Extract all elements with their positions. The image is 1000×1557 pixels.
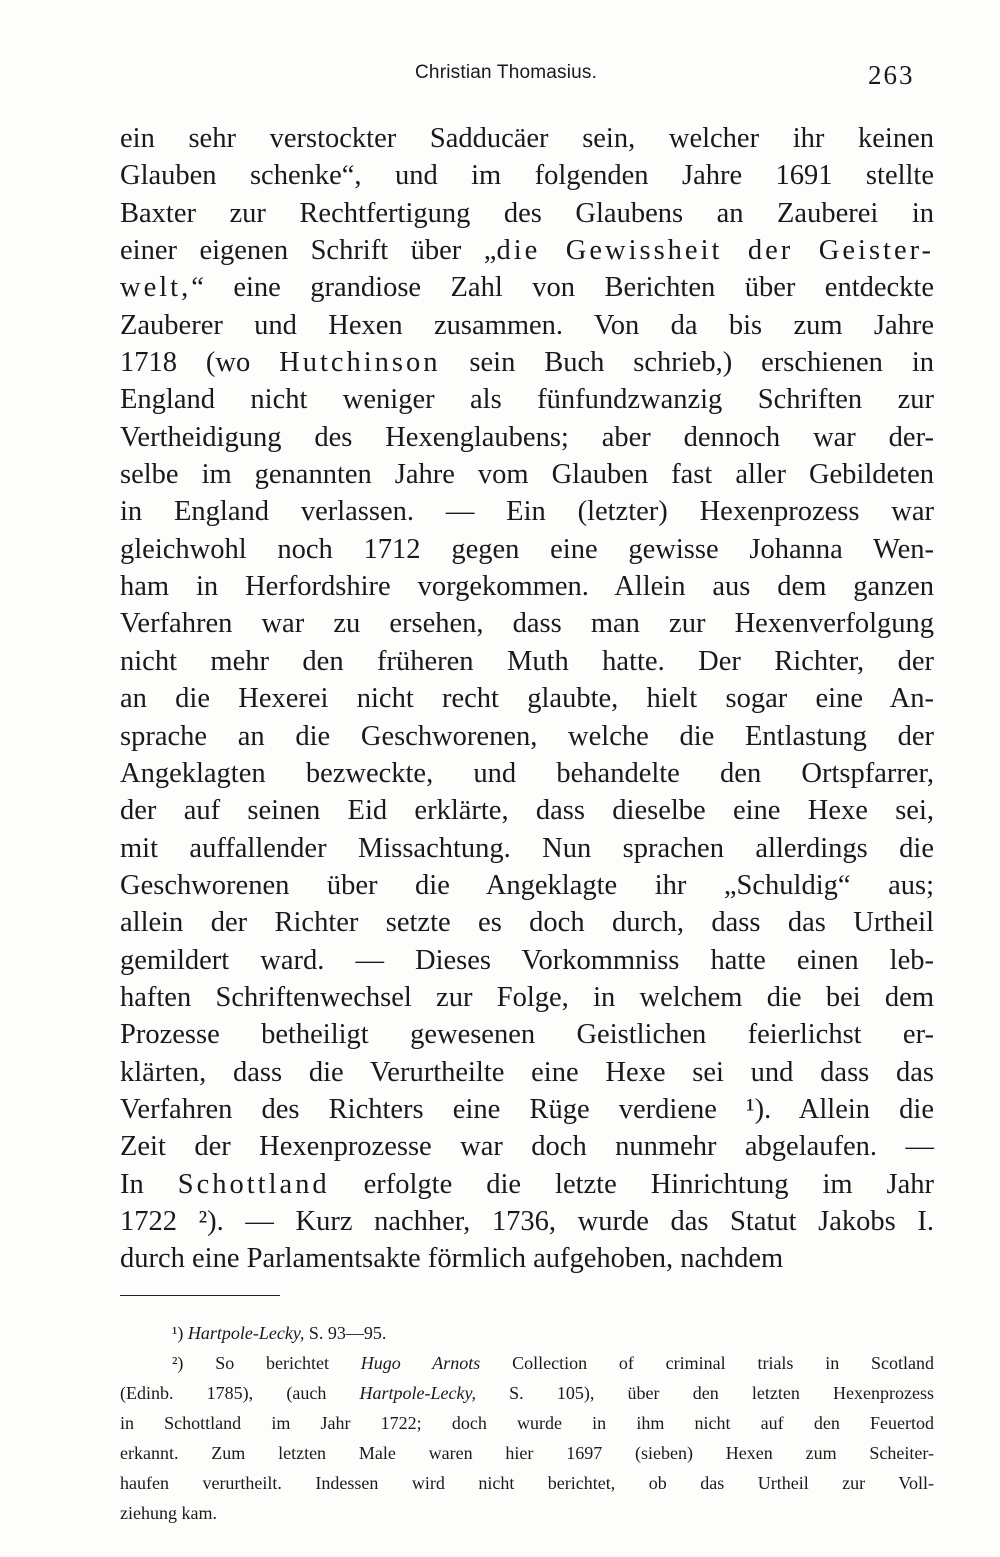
page-header	[0, 60, 1000, 90]
footnote-2-line: erkannt. Zum letzten Male waren hier 1697 (sieben) Hexen zum Scheiter-	[120, 1443, 934, 1463]
spaced-emphasis: welt,	[120, 272, 192, 304]
text-line: Angeklagten bezweckte, und behandelte den Ortspfarrer,	[120, 757, 934, 789]
footnote-text: Collection of criminal trials in Scotland	[512, 1353, 935, 1373]
text-line: ham in Herfordshire vorgekommen. Allein aus dem ganzen	[120, 571, 934, 603]
footnote-1	[120, 1318, 934, 1348]
text-line: allein der Richter setzte es doch durch, dass das Urtheil	[120, 907, 934, 939]
text-line: 1722 ²). — Kurz nachher, 1736, wurde das Statut Jakobs I.	[120, 1205, 934, 1237]
text-line: sprache an die Geschworenen, welche die Entlastung der	[120, 720, 934, 752]
text-line: Prozesse betheiligt gewesenen Geistlichen feierlichst er-	[120, 1019, 934, 1051]
footnote-marker: ²)	[172, 1353, 184, 1373]
footnotes	[120, 1318, 934, 1528]
spaced-emphasis: Schottland	[177, 1168, 330, 1200]
text-line: England nicht weniger als fünfundzwanzig Schriften zur	[120, 384, 934, 416]
footnote-text: S. 105), über den letzten Hexenprozess	[509, 1383, 934, 1403]
footnote-2-line	[120, 1378, 934, 1408]
footnote-2-line: in Schottland im Jahr 1722; doch wurde in ihm nicht auf den Feuertod	[120, 1413, 934, 1433]
footnote-2-line: ziehung kam.	[120, 1503, 217, 1523]
footnote-marker: ¹)	[172, 1323, 184, 1343]
text-line: 1718 (wo Hutchinson sein Buch schrieb,) erschienen in	[120, 347, 934, 379]
text-line: welt,“ eine grandiose Zahl von Berichten über entdeckte	[120, 272, 934, 304]
footnote-2-line: haufen verurtheilt. Indessen wird nicht berichtet, ob das Urtheil zur Voll-	[120, 1473, 934, 1493]
running-title: Christian Thomasius.	[415, 62, 598, 83]
footnote-text: (Edinb. 1785), (auch	[120, 1383, 327, 1403]
text-line: gleichwohl noch 1712 gegen eine gewisse Johanna Wen-	[120, 533, 934, 565]
text-line: mit auffallender Missachtung. Nun sprachen allerdings die	[120, 832, 934, 864]
text-line: In Schottland erfolgte die letzte Hinrichtung im Jahr	[120, 1168, 934, 1200]
footnote-text: S. 93—95.	[308, 1323, 387, 1343]
spaced-emphasis: Hutchinson	[279, 347, 441, 379]
text-line: Baxter zur Rechtfertigung des Glaubens an Zauberei in	[120, 197, 934, 229]
text-line: Glauben schenke“, und im folgenden Jahre 1691 stellte	[120, 160, 934, 192]
text-line: gemildert ward. — Dieses Vorkommniss hatte einen leb-	[120, 944, 934, 976]
text-line: durch eine Parlamentsakte förmlich aufgehoben, nachdem	[120, 1243, 784, 1275]
body-text	[120, 120, 934, 1278]
footnote-author: Hartpole-Lecky,	[359, 1383, 476, 1403]
footnote-rule	[120, 1295, 280, 1296]
footnote-author: Hugo Arnots	[360, 1353, 481, 1373]
text-line: Verfahren des Richters eine Rüge verdiene ¹). Allein die	[120, 1093, 934, 1125]
text-line: in England verlassen. — Ein (letzter) Hexenprozess war	[120, 496, 934, 528]
text-line: haften Schriftenwechsel zur Folge, in welchem die bei dem	[120, 981, 934, 1013]
footnote-2-line	[120, 1348, 934, 1378]
footnote-author: Hartpole-Lecky,	[187, 1323, 305, 1343]
text-line: klärten, dass die Verurtheilte eine Hexe sei und dass das	[120, 1056, 934, 1088]
page-number: 263	[868, 60, 915, 90]
text-line: Vertheidigung des Hexenglaubens; aber dennoch war der-	[120, 421, 934, 453]
text-line: Verfahren war zu ersehen, dass man zur Hexenverfolgung	[120, 608, 934, 640]
spaced-emphasis: die Gewissheit der Geister-	[496, 235, 935, 267]
text-line: selbe im genannten Jahre vom Glauben fast aller Gebildeten	[120, 459, 934, 491]
text-line: Geschworenen über die Angeklagte ihr „Schuldig“ aus;	[120, 869, 934, 901]
text-line: an die Hexerei nicht recht glaubte, hielt sogar eine An-	[120, 683, 934, 715]
text-line: Zauberer und Hexen zusammen. Von da bis zum Jahre	[120, 309, 934, 341]
text-line: nicht mehr den früheren Muth hatte. Der Richter, der	[120, 645, 934, 677]
footnote-text: So berichtet	[215, 1353, 329, 1373]
text-line: einer eigenen Schrift über „die Gewissheit der Geister-	[120, 235, 935, 267]
text-line: der auf seinen Eid erklärte, dass dieselbe eine Hexe sei,	[120, 795, 934, 827]
text-line: ein sehr verstockter Sadducäer sein, welcher ihr keinen	[120, 123, 934, 154]
text-line: Zeit der Hexenprozesse war doch nunmehr abgelaufen. —	[120, 1131, 934, 1163]
